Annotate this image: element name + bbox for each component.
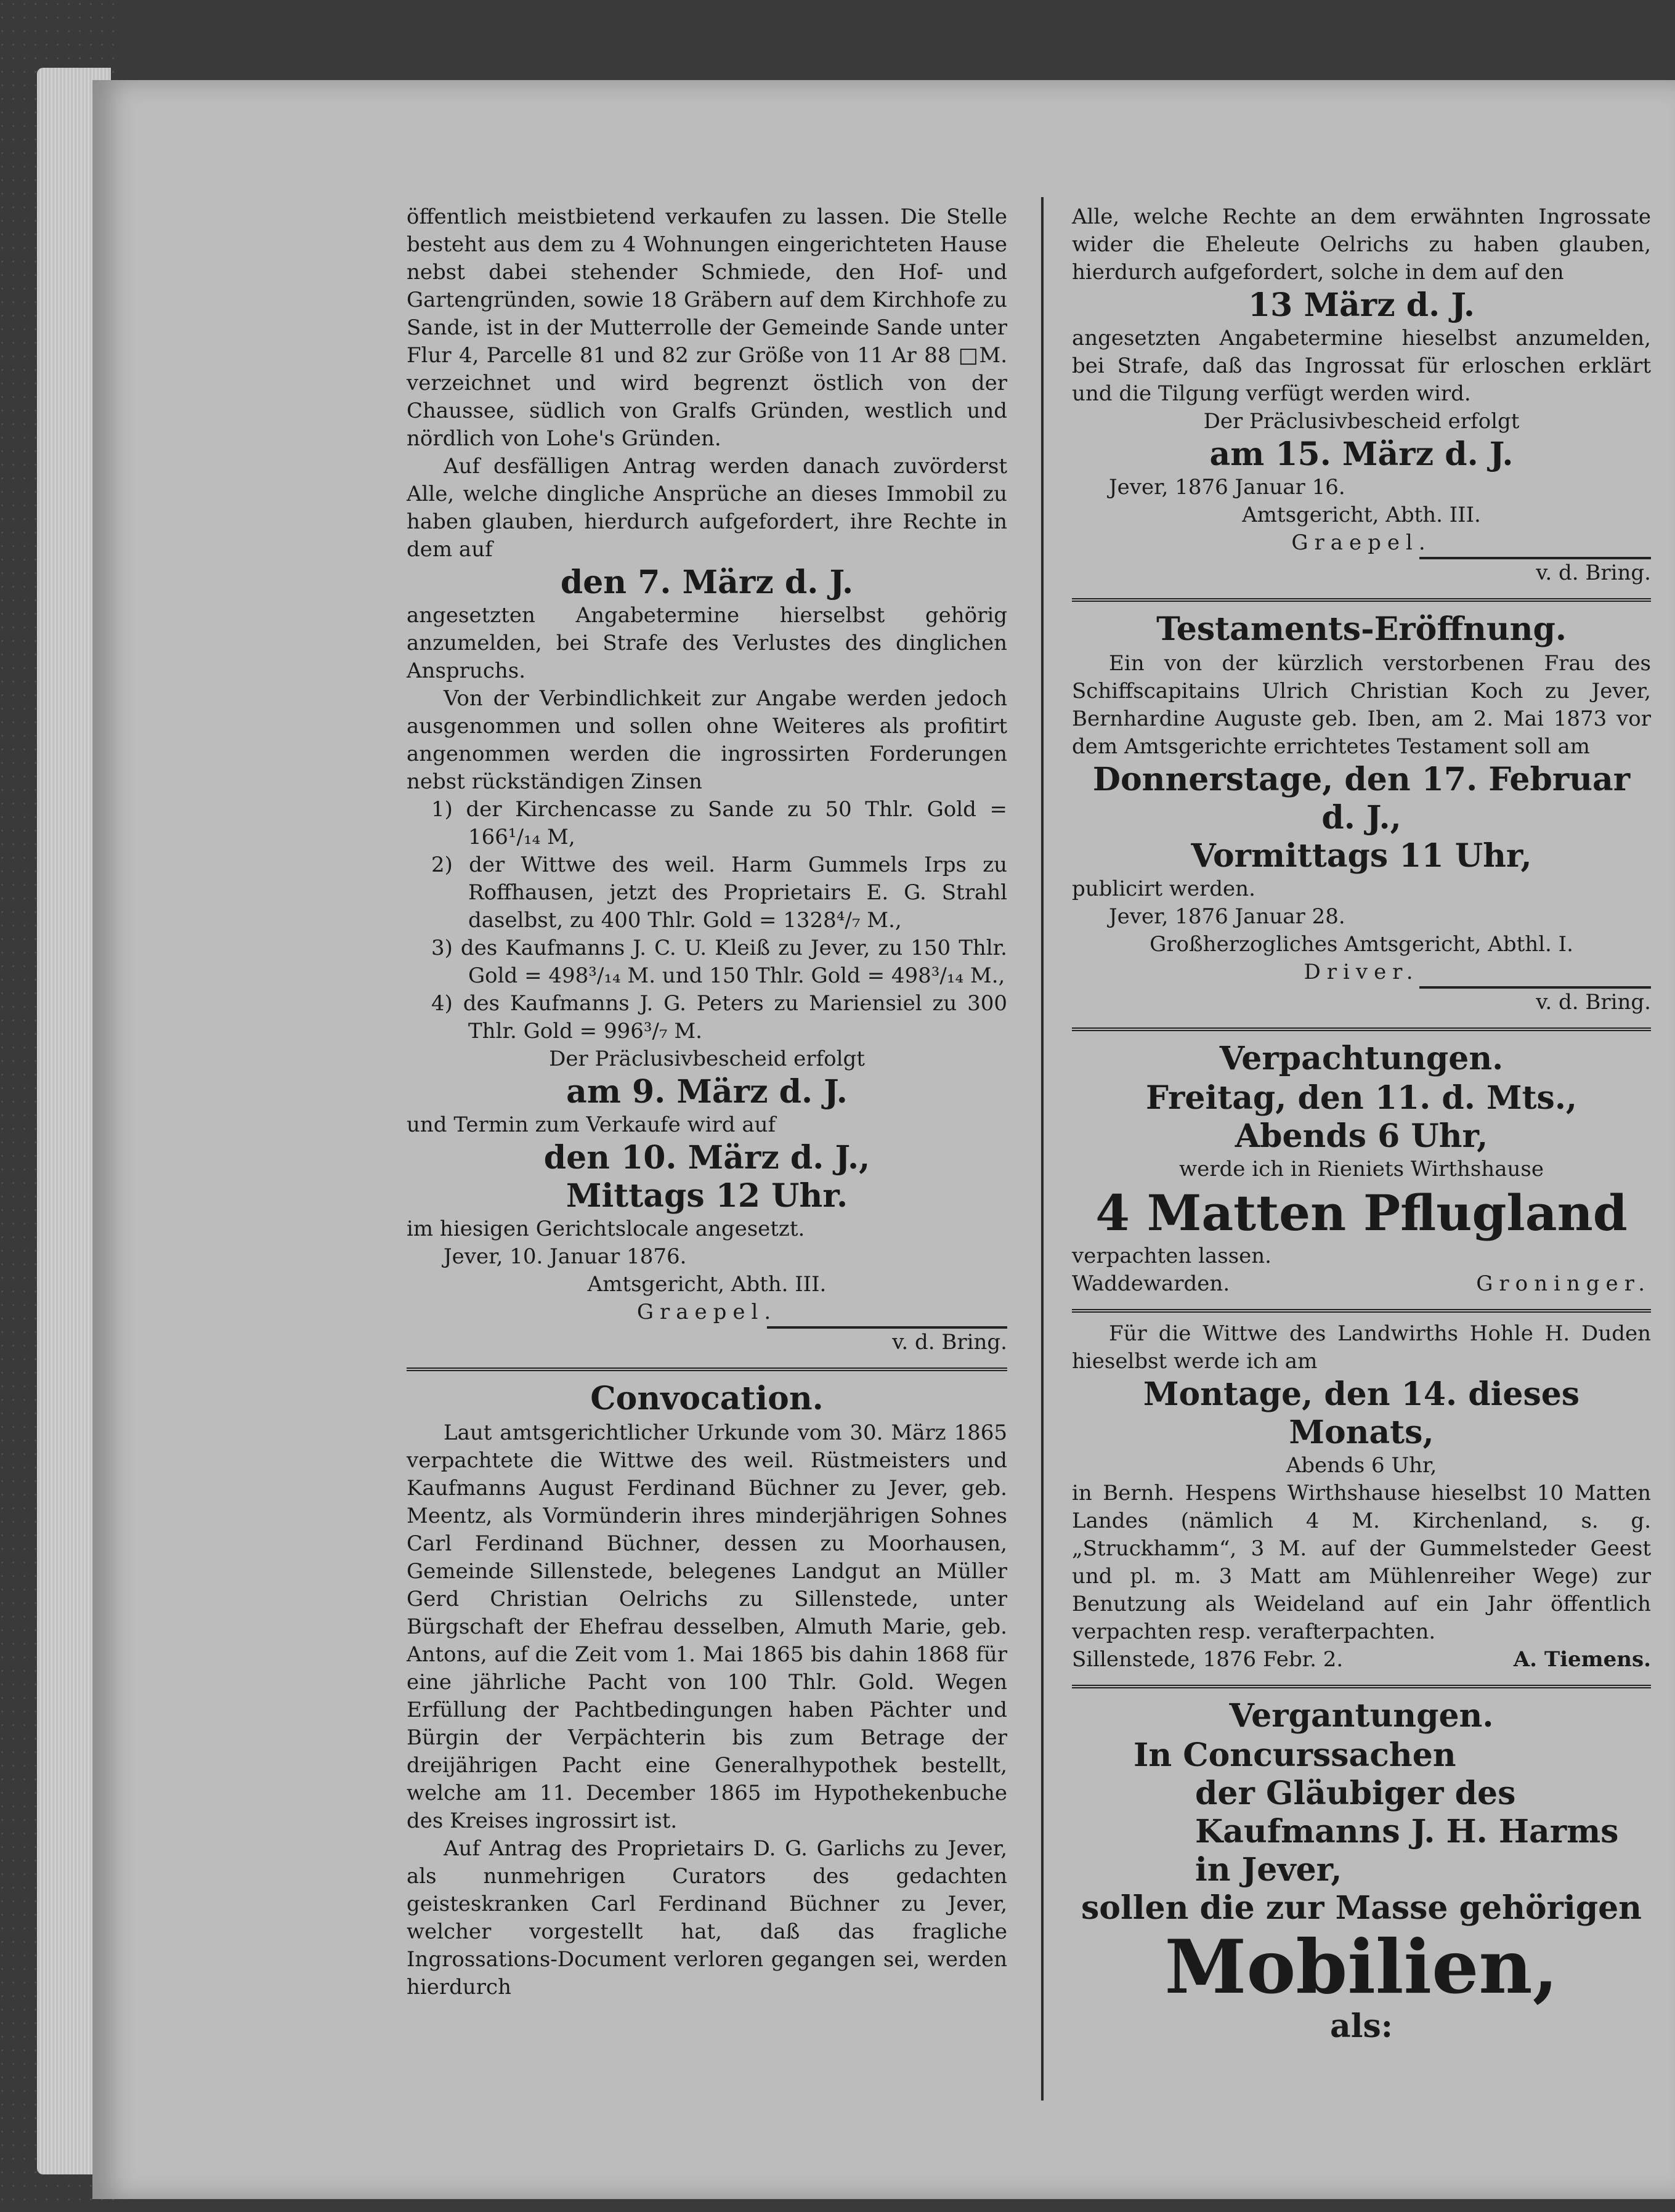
location-text: im hiesigen Gerichtslocale angesetzt. <box>407 1217 805 1241</box>
signer: Graepel. <box>636 1300 777 1324</box>
list-item: 2) der Wittwe des weil. Harm Gummels Irps zu Roffhausen, jetzt des Proprietairs E. G. Strahl daselbst, zu 400 Thlr. Gold = 1328⁴/₇ M., <box>431 853 1007 933</box>
signer: Driver. <box>1304 960 1419 984</box>
paragraph: werde ich in Rieniets Wirthshause <box>1179 1157 1544 1181</box>
date-heading: den 10. März d. J., <box>543 1139 870 1177</box>
paragraph: publicirt werden. <box>1072 877 1255 901</box>
paragraph: öffentlich meistbietend verkaufen zu lassen. Die Stelle besteht aus dem zu 4 Wohnungen eingerichteten Hause nebst dabei stehender Schmiede, den Hof- und Gartengründen, sowie 18 Gräbern auf dem Kirchhofe zu Sande, ist in der Mutterrolle der Gemeinde Sande unter Flur 4, Parcelle 81 und 82 zur Größe von 11 Ar 88 □M. verzeichnet und wird begrenzt östlich von der Chaussee, südlich von Gralfs Gründen, westlich und nördlich von Lohe's Gründen. <box>407 205 1007 451</box>
clerk: v. d. Bring. <box>767 1326 1007 1356</box>
right-column <box>1072 203 1651 2046</box>
place-date: Jever, 10. Januar 1876. <box>444 1244 687 1269</box>
court-name: Großherzogliches Amtsgericht, Abthl. I. <box>1150 932 1573 957</box>
section-heading: Verpachtungen. <box>1219 1040 1504 1077</box>
place-date: Sillenstede, 1876 Febr. 2. <box>1072 1647 1344 1672</box>
date-heading: Donnerstage, den 17. Februar d. J., <box>1092 761 1631 837</box>
paragraph: Auf desfälligen Antrag werden danach zuvörderst Alle, welche dingliche Ansprüche an dieses Immobil zu haben glauben, hierdurch aufgefordert, ihre Rechte in dem auf <box>407 454 1007 562</box>
heading-line: der Gläubiger des Kaufmanns J. H. Harms in Jever, <box>1195 1775 1619 1889</box>
paragraph: Alle, welche Rechte an dem erwähnten Ingrossate wider die Eheleute Oelrichs zu haben glauben, hierdurch aufgefordert, solche in dem auf den <box>1072 205 1651 285</box>
date-heading: 13 März d. J. <box>1248 286 1475 324</box>
section-heading: Vergantungen. <box>1229 1697 1494 1735</box>
time-text: Abends 6 Uhr, <box>1286 1453 1437 1478</box>
paragraph: Auf Antrag des Proprietairs D. G. Garlichs zu Jever, als nunmehrigen Curators des gedachten geisteskranken Carl Ferdinand Büchner zu Jever, welcher vorgestellt hat, daß das fragliche Ingrossations-Document verloren gegangen sei, werden hierdurch <box>407 1836 1007 1999</box>
time-heading: Mittags 12 Uhr. <box>566 1177 848 1215</box>
praeclusiv-text: Der Präclusivbescheid erfolgt <box>1203 409 1520 434</box>
court-name: Amtsgericht, Abth. III. <box>587 1272 827 1297</box>
paragraph: Für die Wittwe des Landwirths Hohle H. Duden hieselbst werde ich am <box>1072 1321 1651 1374</box>
big-headline: 4 Matten Pflugland <box>1095 1184 1628 1242</box>
paragraph: Laut amtsgerichtlicher Urkunde vom 30. März 1865 verpachtete die Wittwe des weil. Rüstmeisters und Kaufmanns August Ferdinand Büchner zu Jever, geb. Meentz, als Vormünderin ihres minderjährigen Sohnes Carl Ferdinand Büchner, dessen zu Moorhausen, Gemeinde Sillenstede, belegenes Landgut an Müller Gerd Christian Oelrichs zu Sillenstede, unter Bürgschaft der Ehefrau desselben, Almuth Marie, geb. Antons, auf die Zeit vom 1. Mai 1865 bis dahin 1868 für eine jährliche Pacht von 100 Thlr. Gold. Wegen Erfüllung der Pachtbedingungen haben Pächter und Bürgin der Verpächterin bis zum Betrage der dreijährigen Pacht eine Generalhypothek bestellt, welche am 11. December 1865 im Hypothekenbuche des Kreises ingrossirt ist. <box>407 1420 1007 1833</box>
paragraph: Von der Verbindlichkeit zur Angabe werden jedoch ausgenommen und sollen ohne Weiteres als profitirt angenommen werden die ingrossirten Forderungen nebst rückständigen Zinsen <box>407 686 1007 794</box>
signer: Graepel. <box>1291 530 1432 555</box>
section-heading: Testaments-Eröffnung. <box>1156 610 1567 648</box>
clerk: v. d. Bring. <box>1419 557 1651 587</box>
date-heading: den 7. März d. J. <box>560 564 854 601</box>
left-column <box>407 203 1007 2001</box>
place: Waddewarden. <box>1072 1271 1230 1296</box>
section-rule <box>1072 1685 1651 1688</box>
time-heading: Abends 6 Uhr, <box>1235 1117 1488 1155</box>
heading-line: als: <box>1330 2007 1393 2045</box>
section-rule <box>1072 1027 1651 1031</box>
heading-line: In Concurssachen <box>1134 1736 1456 1774</box>
list-item: 3) des Kaufmanns J. C. U. Kleiß zu Jever, zu 150 Thlr. Gold = 498³/₁₄ M. und 150 Thlr. Gold = 498³/₁₄ M., <box>431 936 1007 988</box>
paragraph: angesetzten Angabetermine hierselbst gehörig anzumelden, bei Strafe des Verlustes des dinglichen Anspruchs. <box>407 603 1007 683</box>
paragraph: Ein von der kürzlich verstorbenen Frau des Schiffscapitains Ulrich Christian Koch zu Jever, Bernhardine Auguste geb. Iben, am 2. Mai 1873 vor dem Amtsgerichte errichtetes Testament soll am <box>1072 651 1651 759</box>
list-item: 1) der Kirchencasse zu Sande zu 50 Thlr. Gold = 166¹/₁₄ M, <box>431 797 1007 849</box>
paragraph: verpachten lassen. <box>1072 1244 1271 1268</box>
praeclusiv-text: Der Präclusivbescheid erfolgt <box>549 1047 865 1071</box>
signer: A. Tiemens. <box>1513 1647 1651 1672</box>
place-date: Jever, 1876 Januar 28. <box>1109 904 1345 929</box>
court-name: Amtsgericht, Abth. III. <box>1242 503 1481 527</box>
signer: Groninger. <box>1476 1271 1651 1296</box>
signature-row <box>1072 1270 1651 1298</box>
big-headline: Mobilien, <box>1164 1924 1559 2011</box>
signature-row <box>1072 1646 1651 1674</box>
section-rule <box>1072 1309 1651 1313</box>
list-item: 4) des Kaufmanns J. G. Peters zu Mariensiel zu 300 Thlr. Gold = 996³/₇ M. <box>431 991 1007 1043</box>
clerk: v. d. Bring. <box>1419 986 1651 1016</box>
place-date: Jever, 1876 Januar 16. <box>1109 475 1345 500</box>
section-heading: Convocation. <box>590 1380 824 1417</box>
column-divider <box>1041 197 1044 2101</box>
date-heading: am 15. März d. J. <box>1209 436 1514 473</box>
termin-text: und Termin zum Verkaufe wird auf <box>407 1112 776 1137</box>
time-heading: Vormittags 11 Uhr, <box>1191 837 1532 875</box>
date-heading: am 9. März d. J. <box>566 1073 848 1111</box>
heading-line: sollen die zur Masse gehörigen <box>1081 1889 1642 1927</box>
paragraph: in Bernh. Hespens Wirthshause hieselbst 10 Matten Landes (nämlich 4 M. Kirchenland, s. g. „Struckhamm“, 3 M. auf der Gummelsteder Geest und pl. m. 3 Matt am Mühlenreiher Wege) zur Benutzung als Weideland auf ein Jahr öffentlich verpachten resp. verafterpachten. <box>1072 1481 1651 1644</box>
date-heading: Freitag, den 11. d. Mts., <box>1145 1079 1578 1117</box>
date-heading: Montage, den 14. dieses Monats, <box>1143 1375 1580 1451</box>
paragraph: angesetzten Angabetermine hieselbst anzumelden, bei Strafe, daß das Ingrossat für erloschen erklärt und die Tilgung verfügt werden wird. <box>1072 326 1651 406</box>
section-rule <box>407 1367 1007 1371</box>
section-rule <box>1072 598 1651 602</box>
